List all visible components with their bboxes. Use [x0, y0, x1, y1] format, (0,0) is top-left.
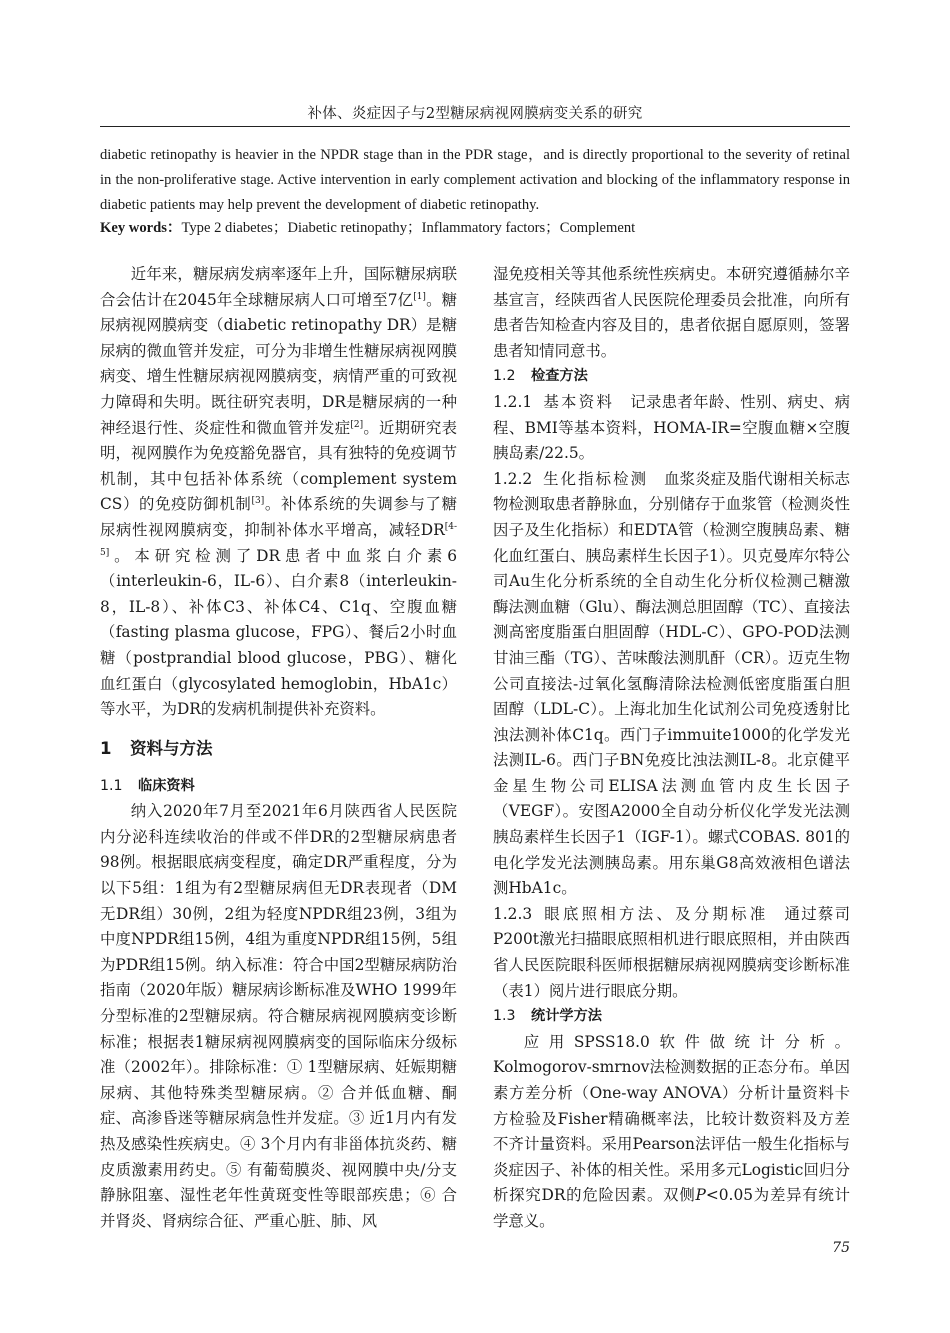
section-1-3-heading [493, 1004, 850, 1030]
section-1-heading [100, 736, 457, 762]
section-1-number: 1 [100, 738, 112, 758]
section-1-2-1-paragraph [493, 390, 850, 467]
section-1-2-2-text: 血浆炎症及脂代谢相关标志物检测取患者静脉血，分别储存于血浆管（检测炎性因子及生化指标）和EDTA管（检测空腹胰岛素、糖化血红蛋白、胰岛素样生长因子1）。贝克曼库尔特公司Au生化分析系统的全自动生化分析仪检测己糖激酶法测血糖（Glu）、酶法测总胆固醇（TC）、直接法测高密度脂蛋白胆固醇（HDL-C）、GPO-POD法测甘油三酯（TG）、苦味酸法测肌酐（CR）。迈克生物公司直接法-过氧化氢酶清除法检测低密度脂蛋白胆固醇（LDL-C）。上海北加生化试剂公司免疫透射比浊法测补体C1q。西门子immuite1000的化学发光法测IL-6。西门子BN免疫比浊法测IL-8。北京健平金星生物公司ELISA法测血管内皮生长因子（VEGF）。安图A2000全自动分析仪化学发光法测胰岛素样生长因子1（IGF-1）。螺式COBAS. 801的电化学发光法测胰岛素。用东巢G8高效液相色谱法测HbA1c。 [493, 469, 850, 898]
section-1-title: 资料与方法 [130, 738, 213, 758]
section-1-2-3-text: 通过蔡司P200t激光扫描眼底照相机进行眼底照相，并由陕西省人民医院眼科医师根据糖尿病视网膜病变诊断标准（表1）阅片进行眼底分期。 [493, 904, 850, 1000]
intro-text-5: 。本研究检测了DR患者中血浆白介素6（interleukin-6，IL-6）、白介素8（interleukin-8，IL-8）、补体C3、补体C4、C1q、空腹血糖（fasting plasma glucose，FPG）、餐后2小时血糖（postprandial blood glucose，PBG）、糖化血红蛋白（glycosylated hemoglobin，HbA1c）等水平，为DR的发病机制提供补充资料。 [100, 546, 457, 719]
left-column [100, 262, 457, 1234]
section-1-2-2-paragraph [493, 467, 850, 902]
section-1-2-1-text: 记录患者年龄、性别、病史、病程、BMI等基本资料，HOMA-IR=空腹血糖×空腹胰岛素/22.5。 [493, 392, 850, 463]
section-1-2-heading [493, 364, 850, 390]
continuation-paragraph: 湿免疫相关等其他系统性疾病史。本研究遵循赫尔辛基宣言，经陕西省人民医院伦理委员会批准，向所有患者告知检查内容及目的，患者依据自愿原则，签署患者知情同意书。 [493, 265, 850, 360]
section-1-2-2-number: 1.2.2 [493, 469, 533, 488]
keywords [100, 216, 850, 241]
clinical-paragraph: 纳入2020年7月至2021年6月陕西省人民医院内分泌科连续收治的伴或不伴DR的2型糖尿病患者98例。根据眼底病变程度，确定DR严重程度，分为以下5组：1组为有2型糖尿病但无DR表现者（DM无DR组）30例，2组为轻度NPDR组23例，3组为中度NPDR组15例，4组为重度NPDR组15例，5组为PDR组15例。纳入标准：符合中国2型糖尿病防治指南（2020年版）糖尿病诊断标准及WHO 1999年分型标准的2型糖尿病。符合糖尿病视网膜病变诊断标准；根据表1糖尿病视网膜病变的国际临床分级标准（2002年）。排除标准：① 1型糖尿病、妊娠期糖尿病、其他特殊类型糖尿病。② 合并低血糖、酮症、高渗昏迷等糖尿病急性并发症。③ 近1月内有发热及感染性疾病史。④ 3个月内有非甾体抗炎药、糖皮质激素用药史。⑤ 有葡萄膜炎、视网膜中央/分支静脉阻塞、湿性老年性黄斑变性等眼部疾患；⑥ 合并肾炎、肾病综合征、严重心脏、肺、风 [100, 802, 457, 1230]
section-1-2-3-number: 1.2.3 [493, 904, 533, 923]
p-value-symbol: P [695, 1186, 706, 1205]
intro-text-1: 近年来，糖尿病发病率逐年上升，国际糖尿病联合会估计在2045年全球糖尿病人口可增至7亿 [100, 265, 457, 309]
right-column [493, 262, 850, 1235]
section-1-2-1-number: 1.2.1 [493, 392, 533, 411]
section-1-2-2-title: 生化指标检测 [543, 469, 649, 488]
section-1-2-3-paragraph [493, 902, 850, 1004]
citation-4: [4-5] [100, 521, 457, 558]
section-1-1-number: 1.1 [100, 777, 123, 794]
citation-3: [3] [251, 496, 265, 507]
stats-text-1: 应用SPSS18.0软件做统计分析。Kolmogorov-smrnov法检测数据的正态分布。单因素方差分析（One-way ANOVA）分析计量资料卡方检验及Fisher精确概率法，比较计数资料及方差不齐计量资料。采用Pearson法评估一般生化指标与炎症因子、补体的相关性。采用多元Logistic回归分析探究DR的危险因素。双侧 [493, 1032, 850, 1205]
header-rule [100, 126, 850, 127]
intro-paragraph [100, 262, 457, 723]
section-1-3-title: 统计学方法 [531, 1008, 602, 1025]
section-1-1-heading [100, 774, 457, 800]
section-1-3-number: 1.3 [493, 1008, 516, 1025]
stats-text-2: <0.05为差异有统计学意义。 [493, 1186, 850, 1230]
citation-1: [1] [413, 291, 426, 302]
section-1-2-title: 检查方法 [531, 368, 588, 385]
intro-text-3: 。近期研究表明，视网膜作为免疫豁免器官，具有独特的免疫调节机制，其中包括补体系统（complement system CS）的免疫防御机制 [100, 418, 457, 514]
citation-2: [2] [350, 419, 364, 430]
keywords-text: Type 2 diabetes；Diabetic retinopathy；Inflammatory factors；Complement [181, 220, 636, 236]
section-1-2-3-title: 眼底照相方法、及分期标准 [543, 904, 769, 923]
stats-paragraph [493, 1030, 850, 1235]
section-1-2-1-title: 基本资料 [543, 392, 615, 411]
intro-text-2: 。糖尿病视网膜病变（diabetic retinopathy DR）是糖尿病的微血管并发症，可分为非增生性糖尿病视网膜病变、增生性糖尿病视网膜病变，病情严重的可致视力障碍和失明。既往研究表明，DR是糖尿病的一种神经退行性、炎症性和微血管并发症 [100, 290, 457, 437]
intro-text-4: 。补体系统的失调参与了糖尿病性视网膜病变，抑制补体水平增高，减轻DR [100, 495, 457, 539]
abstract-text: diabetic retinopathy is heavier in the NPDR stage than in the PDR stage，and is directly proportional to the severity of retinal in the non-proliferative stage. Active intervention in early complement activation and blocking of the inflammatory response in diabetic patients may help prevent the development of diabetic retinopathy. [100, 147, 850, 213]
section-1-1-title: 临床资料 [138, 777, 195, 794]
page-number: 75 [832, 1240, 850, 1256]
running-head: 补体、炎症因子与2型糖尿病视网膜病变关系的研究 [307, 106, 643, 122]
section-1-2-number: 1.2 [493, 368, 516, 385]
keywords-label: Key words： [100, 220, 182, 236]
